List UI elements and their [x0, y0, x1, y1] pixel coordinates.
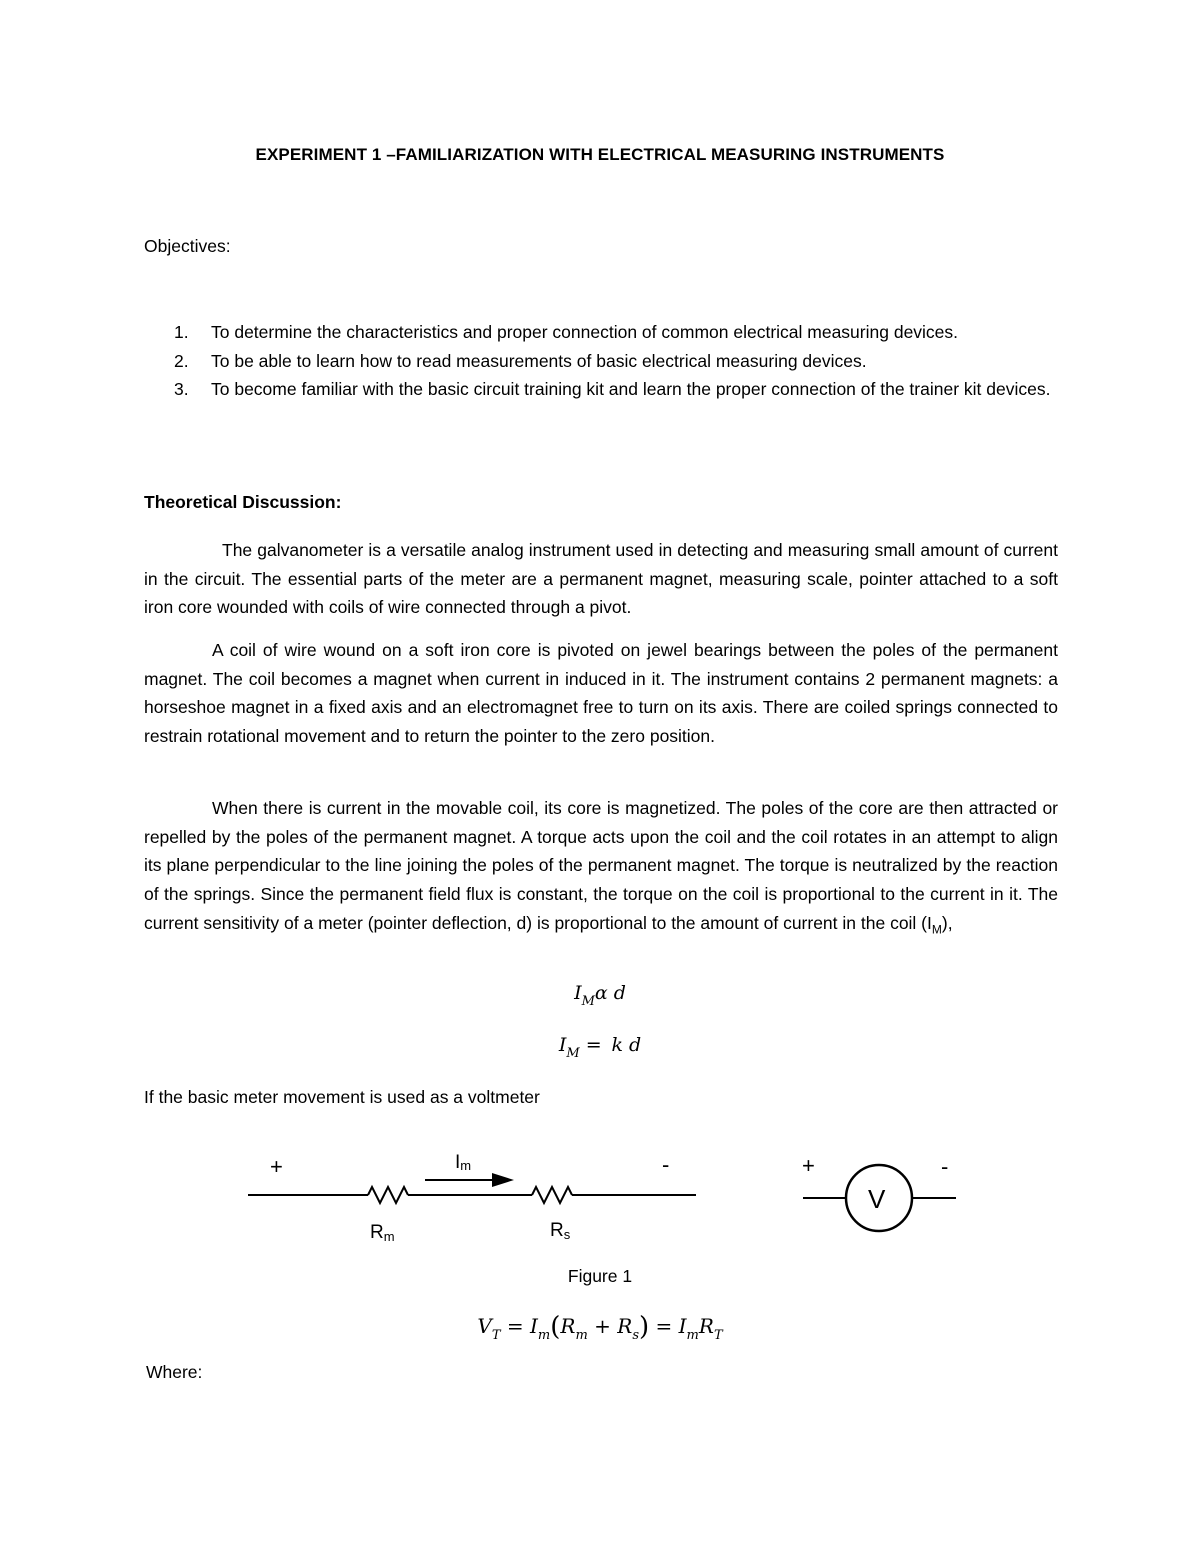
document-title: EXPERIMENT 1 –FAMILIARIZATION WITH ELECTRICAL MEASURING INSTRUMENTS — [255, 145, 945, 164]
voltmeter-label: V — [868, 1184, 886, 1214]
eq-symbol: I — [574, 982, 582, 1004]
resistor-rs — [532, 1187, 572, 1203]
objectives-label: Objectives: — [144, 236, 231, 256]
objective-number: 3. — [174, 379, 189, 400]
figure-caption: Figure 1 — [567, 1266, 633, 1286]
eq-operator: + — [594, 1314, 611, 1338]
objective-item — [144, 318, 1058, 347]
minus-sign: - — [941, 1154, 949, 1179]
eq-rest: = k d — [579, 1034, 642, 1056]
objective-number: 1. — [174, 322, 189, 342]
plus-sign: + — [270, 1154, 283, 1179]
objectives-list — [144, 318, 1058, 404]
equation-proportional — [0, 982, 1200, 1009]
objective-number: 2. — [174, 350, 189, 371]
eq-symbol: V — [477, 1314, 492, 1338]
lead-text: If the basic meter movement is used as a voltmeter — [144, 1087, 540, 1107]
circuit-figure — [0, 1140, 1200, 1250]
eq-subscript: T — [491, 1328, 501, 1343]
eq-symbol: R — [617, 1314, 633, 1338]
plus-sign: + — [802, 1153, 815, 1178]
section-heading: Theoretical Discussion: — [144, 492, 342, 512]
equation-linear — [0, 1034, 1200, 1061]
objective-item — [144, 375, 1058, 404]
eq-symbol: R — [698, 1314, 714, 1338]
objective-text: To become familiar with the basic circuit training kit and learn the proper connection of the trainer kit devices. — [211, 379, 1051, 400]
eq-subscript: m — [686, 1328, 699, 1343]
paragraph-end: ), — [941, 912, 953, 933]
objective-text: To be able to learn how to read measurements of basic electrical measuring devices. — [211, 350, 867, 371]
eq-subscript: T — [713, 1328, 723, 1343]
eq-symbol: I — [558, 1034, 567, 1056]
eq-subscript: M — [581, 994, 595, 1009]
eq-subscript: M — [566, 1046, 580, 1061]
eq-subscript: m — [575, 1328, 588, 1343]
subscript: M — [931, 922, 942, 937]
eq-subscript: m — [537, 1328, 551, 1343]
eq-symbol: I — [678, 1314, 687, 1338]
eq-subscript: s — [632, 1328, 639, 1343]
eq-symbol: I — [530, 1314, 538, 1338]
paragraph-galvanometer: The galvanometer is a versatile analog instrument used in detecting and measuring small amount of current in the circuit. The essential parts of the meter are a permanent magnet, measuring scale, pointer attached to a soft iron core wounded with coils of wire connected through a pivot. — [144, 540, 1058, 618]
minus-sign: - — [662, 1152, 670, 1177]
current-label: Im — [455, 1152, 472, 1173]
paragraph-text: When there is current in the movable coil, its core is magnetized. The poles of the core are then attracted or repelled by the poles of the permanent magnet. A torque acts upon the coil and the coil rotates in an attempt to align its plane perpendicular to the line joining the poles of the permanent magnet. The torque is neutralized by the reaction of the springs. Since the permanent field flux is constant, the torque on the coil is proportional to the current in it. The current sensitivity of a meter (pointer deflection, d) is proportional to the amount of current in the coil (I — [144, 798, 1058, 933]
resistor-rm — [368, 1187, 408, 1203]
paragraph-current-sensitivity — [144, 794, 1058, 944]
equation-voltmeter: $V_T = I_m(R_m + R_s) = I_mR_T$ — [477, 1312, 723, 1343]
paragraph-coil: A coil of wire wound on a soft iron core is pivoted on jewel bearings between the poles of the permanent magnet. The coil becomes a magnet when current in induced in it. The instrument contains 2 permanent magnets: a horseshoe magnet in a fixed axis and an electromagnet free to turn on its axis. There are coiled springs connected to restrain rotational movement and to return the pointer to the zero position. — [144, 640, 1058, 747]
objective-item — [144, 347, 1058, 376]
current-arrow-head — [492, 1173, 514, 1187]
rm-label: Rm — [370, 1222, 395, 1244]
eq-rest: α d — [594, 982, 626, 1004]
eq-symbol: R — [560, 1314, 576, 1338]
where-label: Where: — [146, 1362, 203, 1382]
rs-label: Rs — [550, 1220, 571, 1242]
objective-text: To determine the characteristics and proper connection of common electrical measuring devices. — [211, 322, 959, 342]
